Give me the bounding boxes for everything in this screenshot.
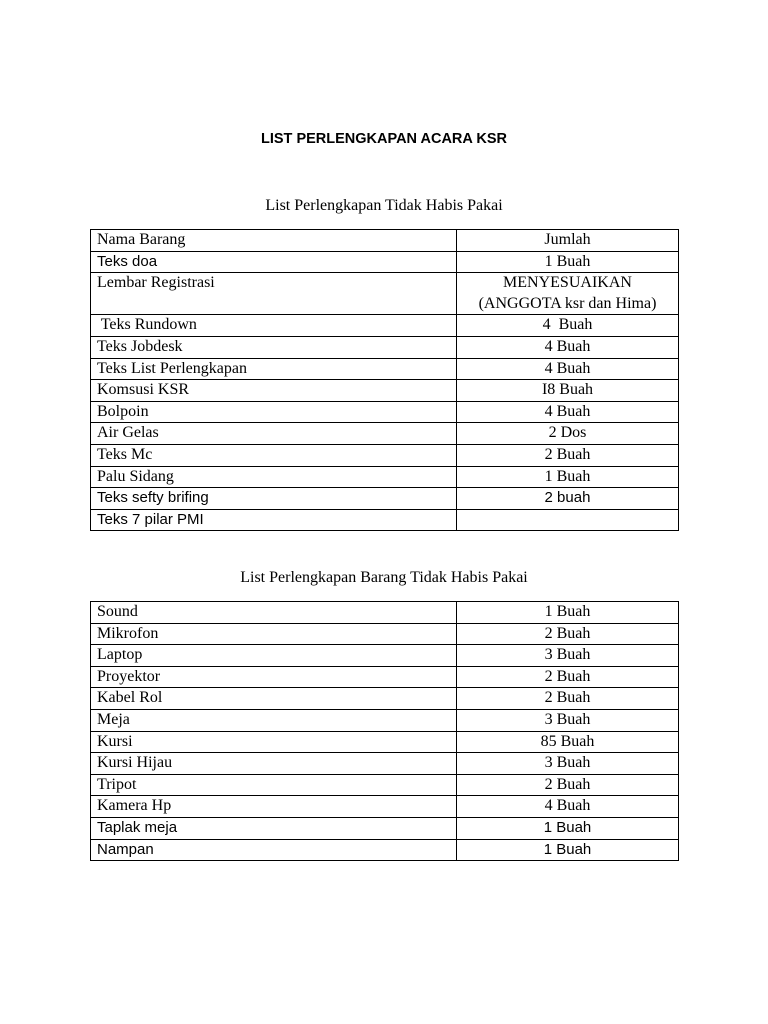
item-qty-cell (457, 509, 679, 531)
item-name-cell: Kursi (91, 731, 457, 753)
non-consumables-table (90, 601, 679, 861)
item-name-cell: Taplak meja (91, 817, 457, 839)
table-row (91, 645, 679, 667)
section-1-title: List Perlengkapan Tidak Habis Pakai (265, 197, 503, 214)
item-qty-cell: 2 Buah (457, 666, 679, 688)
table-row (91, 358, 679, 380)
item-qty-cell: 1 Buah (457, 466, 679, 488)
item-name-cell: Teks List Perlengkapan (91, 358, 457, 380)
item-qty-cell: I8 Buah (457, 380, 679, 402)
header-qty-cell: Jumlah (457, 230, 679, 252)
table-row (91, 602, 679, 624)
item-name-cell: Kursi Hijau (91, 753, 457, 775)
table-row (91, 336, 679, 358)
table-row (91, 315, 679, 337)
item-qty-cell: 4 Buah (457, 336, 679, 358)
item-name-cell: Teks Jobdesk (91, 336, 457, 358)
item-name-cell: Tripot (91, 774, 457, 796)
item-qty-cell: 4 Buah (457, 315, 679, 337)
item-name-cell: Meja (91, 709, 457, 731)
table-row (91, 251, 679, 273)
item-name-cell: Teks Rundown (91, 315, 457, 337)
item-qty-cell: 3 Buah (457, 753, 679, 775)
table-row (91, 731, 679, 753)
item-name-cell: Nampan (91, 839, 457, 861)
item-qty-cell: 2 Buah (457, 774, 679, 796)
item-qty-cell: 2 Buah (457, 444, 679, 466)
table-row (91, 839, 679, 861)
item-name-cell: Teks doa (91, 251, 457, 273)
item-qty-cell: 3 Buah (457, 645, 679, 667)
item-name-cell: Komsusi KSR (91, 380, 457, 402)
item-name-cell: Lembar Registrasi (91, 273, 457, 315)
table-row (91, 774, 679, 796)
consumables-table (90, 229, 679, 531)
table-row (91, 753, 679, 775)
table-row (91, 688, 679, 710)
table-row (91, 817, 679, 839)
item-qty-cell: 1 Buah (457, 602, 679, 624)
item-qty-cell: 2 buah (457, 488, 679, 510)
table-row (91, 623, 679, 645)
table-row (91, 709, 679, 731)
item-qty-cell: 4 Buah (457, 358, 679, 380)
item-qty-cell: 2 Buah (457, 688, 679, 710)
item-name-cell: Laptop (91, 645, 457, 667)
item-qty-cell: MENYESUAIKAN (ANGGOTA ksr dan Hima) (457, 273, 679, 315)
item-name-cell: Palu Sidang (91, 466, 457, 488)
table-row (91, 423, 679, 445)
section-2-title: List Perlengkapan Barang Tidak Habis Pakai (240, 569, 528, 586)
table-row (91, 666, 679, 688)
item-qty-cell: 1 Buah (457, 817, 679, 839)
table-row (91, 380, 679, 402)
item-name-cell: Teks sefty brifing (91, 488, 457, 510)
item-name-cell: Kamera Hp (91, 796, 457, 818)
table-row (91, 466, 679, 488)
table-row (91, 509, 679, 531)
item-qty-cell: 1 Buah (457, 839, 679, 861)
item-qty-cell: 3 Buah (457, 709, 679, 731)
item-qty-cell: 4 Buah (457, 796, 679, 818)
table-row (91, 796, 679, 818)
header-name-cell: Nama Barang (91, 230, 457, 252)
table-header-row (91, 230, 679, 252)
table-row (91, 444, 679, 466)
table-row (91, 401, 679, 423)
item-name-cell: Sound (91, 602, 457, 624)
item-qty-cell: 85 Buah (457, 731, 679, 753)
item-name-cell: Mikrofon (91, 623, 457, 645)
table-row (91, 488, 679, 510)
page-title: LIST PERLENGKAPAN ACARA KSR (261, 131, 507, 147)
item-name-cell: Air Gelas (91, 423, 457, 445)
item-name-cell: Kabel Rol (91, 688, 457, 710)
item-qty-cell: 1 Buah (457, 251, 679, 273)
item-qty-cell: 2 Dos (457, 423, 679, 445)
item-name-cell: Teks Mc (91, 444, 457, 466)
item-qty-cell: 4 Buah (457, 401, 679, 423)
item-qty-cell: 2 Buah (457, 623, 679, 645)
item-name-cell: Bolpoin (91, 401, 457, 423)
item-name-cell: Proyektor (91, 666, 457, 688)
item-name-cell: Teks 7 pilar PMI (91, 509, 457, 531)
table-row (91, 273, 679, 315)
